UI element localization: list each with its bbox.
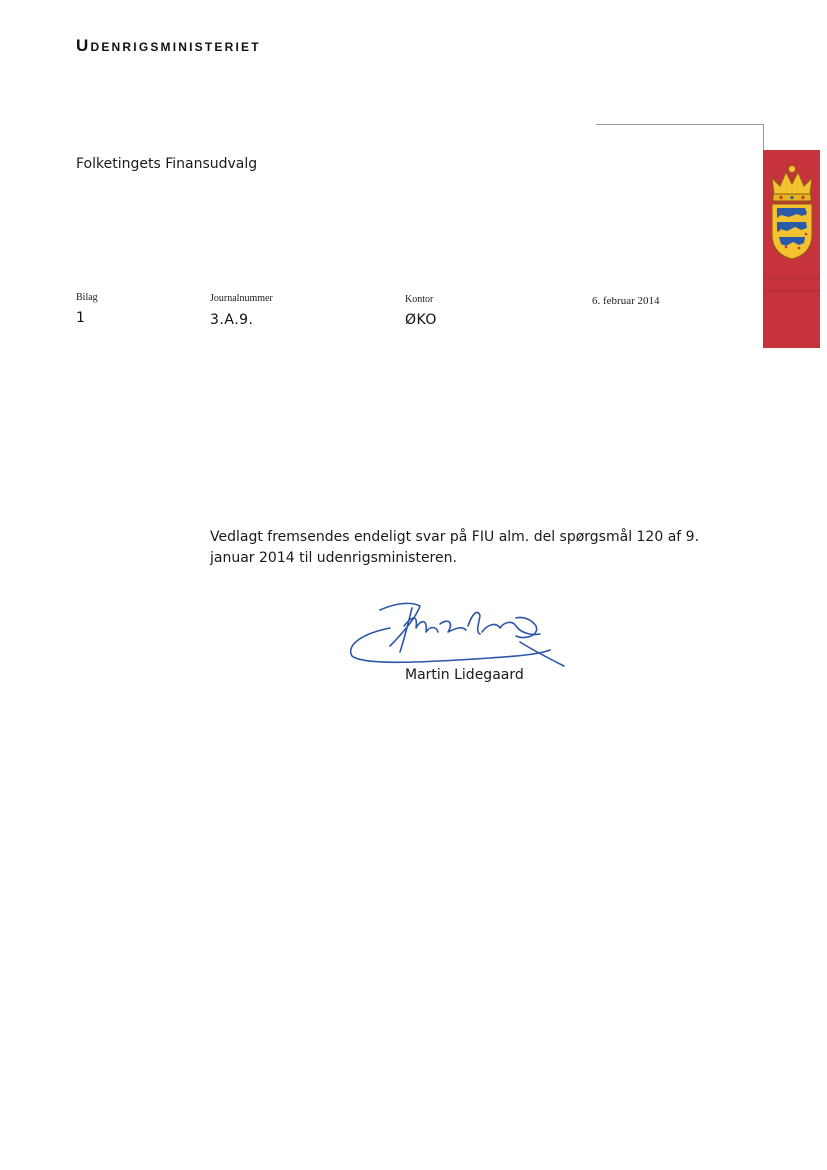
recipient: Folketingets Finansudvalg (76, 156, 258, 172)
kontor-value: ØKO (405, 312, 437, 328)
ministry-title: Udenrigsministeriet (76, 36, 261, 55)
kontor-label: Kontor (405, 294, 434, 305)
header-rule-tick (763, 124, 764, 150)
journal-label: Journalnummer (210, 293, 273, 304)
letter-body-line: januar 2014 til udenrigsministeren. (210, 550, 457, 566)
banner-fold-line (763, 290, 820, 291)
danish-coat-of-arms-icon (769, 164, 815, 260)
header-rule (596, 124, 764, 125)
letter-body-line: Vedlagt fremsendes endeligt svar på FIU alm. del spørgsmål 120 af 9. (210, 529, 700, 545)
red-banner (763, 150, 820, 348)
bilag-label: Bilag (76, 292, 98, 303)
journal-value: 3.A.9. (210, 312, 254, 328)
handwritten-signature (340, 596, 570, 676)
signer-name: Martin Lidegaard (405, 667, 524, 683)
letter-body (210, 527, 730, 569)
letter-date: 6. februar 2014 (592, 295, 660, 307)
bilag-value: 1 (76, 310, 86, 326)
banner-fold-line (763, 278, 820, 279)
